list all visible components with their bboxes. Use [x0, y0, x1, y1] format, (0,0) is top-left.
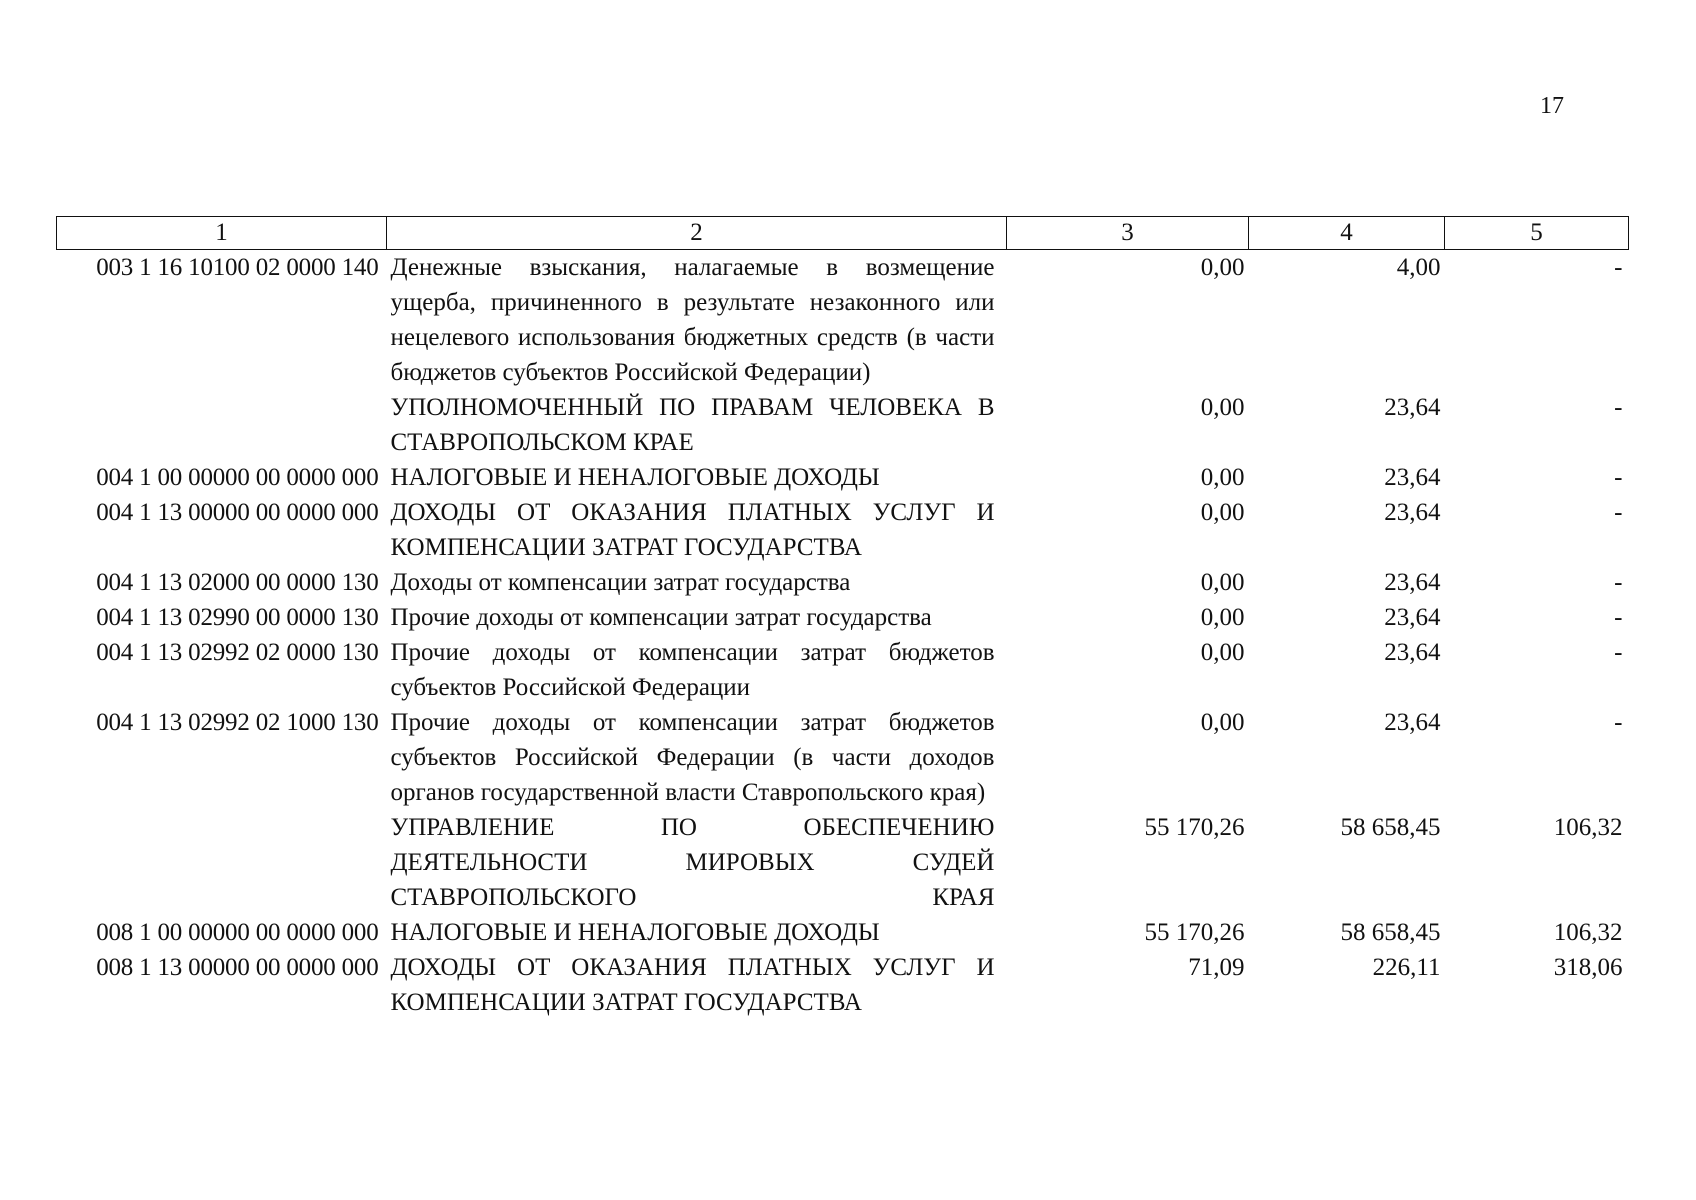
row-value-3: 0,00: [1200, 604, 1245, 631]
row-value-3: 0,00: [1200, 254, 1245, 281]
row-name: Прочие доходы от компенсации затрат государства: [390, 604, 932, 631]
table-row: [57, 460, 1629, 495]
table-row: [57, 250, 1629, 391]
row-value-5: -: [1614, 639, 1623, 666]
table-row: [57, 915, 1629, 950]
row-code: 004 1 13 02000 00 0000 130: [96, 569, 379, 596]
row-code: 003 1 16 10100 02 0000 140: [96, 254, 379, 281]
row-value-5: -: [1614, 464, 1623, 491]
header-row: [57, 217, 1629, 250]
row-value-4: 58 658,45: [1340, 814, 1441, 841]
row-name: УПОЛНОМОЧЕННЫЙ ПО ПРАВАМ ЧЕЛОВЕКА В СТАВРОПОЛЬСКОМ КРАЕ: [390, 394, 995, 456]
table-row: [57, 705, 1629, 810]
row-code: [57, 390, 387, 460]
header-col-4: 4: [1249, 217, 1445, 250]
row-name: Прочие доходы от компенсации затрат бюджетов субъектов Российской Федерации (в части доходов органов государственной власти Ставропольского края): [390, 709, 995, 806]
row-name: Прочие доходы от компенсации затрат бюджетов субъектов Российской Федерации: [390, 639, 995, 701]
row-value-4: 4,00: [1396, 254, 1441, 281]
row-name: УПРАВЛЕНИЕ ПО ОБЕСПЕЧЕНИЮ ДЕЯТЕЛЬНОСТИ МИРОВЫХ СУДЕЙ СТАВРОПОЛЬСКОГО КРАЯ: [390, 814, 995, 911]
row-code: 004 1 13 00000 00 0000 000: [96, 499, 379, 526]
row-value-5: -: [1614, 499, 1623, 526]
row-value-4: 23,64: [1384, 639, 1441, 666]
row-value-3: 0,00: [1200, 569, 1245, 596]
row-value-5: -: [1614, 394, 1623, 421]
row-value-3: 55 170,26: [1144, 814, 1245, 841]
header-col-3: 3: [1007, 217, 1249, 250]
header-col-5: 5: [1445, 217, 1629, 250]
header-col-1: 1: [57, 217, 387, 250]
row-value-5: 318,06: [1553, 954, 1623, 981]
table-row: [57, 810, 1629, 915]
row-value-3: 0,00: [1200, 464, 1245, 491]
row-value-4: 23,64: [1384, 604, 1441, 631]
row-value-4: 226,11: [1372, 954, 1441, 981]
table-row: [57, 565, 1629, 600]
revenue-table: [56, 216, 1629, 1020]
table-row: [57, 600, 1629, 635]
table-row: [57, 950, 1629, 1020]
row-value-4: 23,64: [1384, 464, 1441, 491]
row-code: 004 1 13 02992 02 1000 130: [96, 709, 379, 736]
header-col-2: 2: [387, 217, 1007, 250]
row-value-5: -: [1614, 709, 1623, 736]
row-value-5: 106,32: [1553, 814, 1623, 841]
row-name: НАЛОГОВЫЕ И НЕНАЛОГОВЫЕ ДОХОДЫ: [390, 919, 880, 946]
table-row: [57, 495, 1629, 565]
row-value-4: 23,64: [1384, 394, 1441, 421]
row-name: ДОХОДЫ ОТ ОКАЗАНИЯ ПЛАТНЫХ УСЛУГ И КОМПЕНСАЦИИ ЗАТРАТ ГОСУДАРСТВА: [390, 954, 995, 1016]
row-value-5: 106,32: [1553, 919, 1623, 946]
row-code: [57, 810, 387, 915]
row-name: Доходы от компенсации затрат государства: [390, 569, 851, 596]
row-value-3: 0,00: [1200, 709, 1245, 736]
row-code: 008 1 13 00000 00 0000 000: [96, 954, 379, 981]
row-value-5: -: [1614, 604, 1623, 631]
row-name: Денежные взыскания, налагаемые в возмещение ущерба, причиненного в результате незаконного или нецелевого использования бюджетных средств (в части бюджетов субъектов Российской Федерации): [390, 254, 995, 386]
row-value-5: -: [1614, 254, 1623, 281]
row-value-4: 58 658,45: [1340, 919, 1441, 946]
row-code: 004 1 13 02992 02 0000 130: [96, 639, 379, 666]
row-value-4: 23,64: [1384, 709, 1441, 736]
table-row: [57, 390, 1629, 460]
row-code: 004 1 00 00000 00 0000 000: [96, 464, 379, 491]
row-name: ДОХОДЫ ОТ ОКАЗАНИЯ ПЛАТНЫХ УСЛУГ И КОМПЕНСАЦИИ ЗАТРАТ ГОСУДАРСТВА: [390, 499, 995, 561]
row-value-3: 0,00: [1200, 394, 1245, 421]
row-value-5: -: [1614, 569, 1623, 596]
row-code: 004 1 13 02990 00 0000 130: [96, 604, 379, 631]
row-name: НАЛОГОВЫЕ И НЕНАЛОГОВЫЕ ДОХОДЫ: [390, 464, 880, 491]
row-value-3: 0,00: [1200, 639, 1245, 666]
page-number: 17: [1540, 93, 1564, 119]
row-value-4: 23,64: [1384, 569, 1441, 596]
row-value-3: 55 170,26: [1144, 919, 1245, 946]
row-code: 008 1 00 00000 00 0000 000: [96, 919, 379, 946]
row-value-4: 23,64: [1384, 499, 1441, 526]
row-value-3: 71,09: [1188, 954, 1245, 981]
table-row: [57, 635, 1629, 705]
row-value-3: 0,00: [1200, 499, 1245, 526]
